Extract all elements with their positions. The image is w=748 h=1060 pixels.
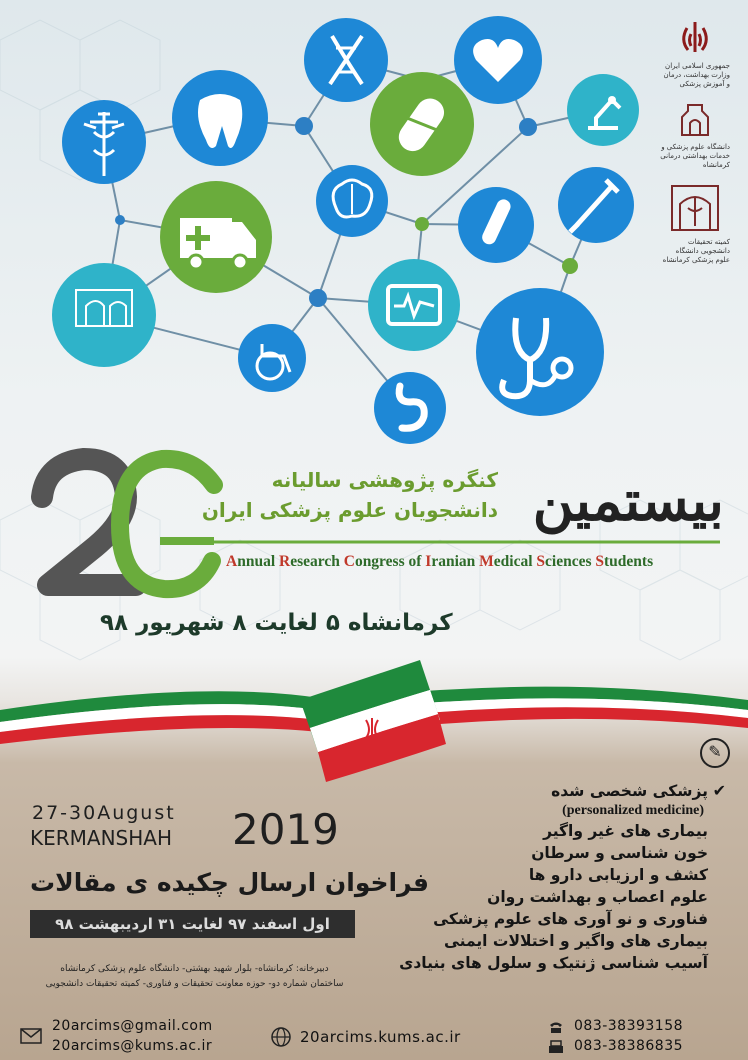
committee-caption: کمیته تحقیقات دانشجویی دانشگاه علوم پزشکی کرمانشاه <box>662 238 730 264</box>
syringe-icon <box>558 167 634 243</box>
iran-emblem-icon <box>660 18 730 58</box>
medical-icon-network <box>0 0 748 460</box>
title-word-rest: nnual <box>237 553 279 570</box>
kums-emblem-icon <box>660 103 730 139</box>
email-gmail[interactable]: 20arcims@gmail.com <box>52 1018 213 1034</box>
address-line-1: دبیرخانه: کرمانشاه- بلوار شهید بهشتی- دانشگاه علوم پزشکی کرمانشاه <box>60 964 329 974</box>
title-capital-letter: A <box>226 553 238 570</box>
iran-emblem-logo <box>660 18 730 89</box>
mail-icon <box>20 1028 42 1044</box>
dna-icon <box>304 18 388 102</box>
globe-icon <box>270 1026 292 1048</box>
fa-ordinal-title: بیستمین <box>532 468 724 534</box>
topic-item: کشف و ارزیابی دارو ها <box>528 866 708 884</box>
title-capital-letter: S <box>536 553 546 570</box>
heart-monitor-icon <box>368 259 460 351</box>
event-year: 2019 <box>232 805 339 854</box>
topic-item: آسیب شناسی ژنتیک و سلول های بنیادی <box>399 954 708 972</box>
topic-item: بیماری های غیر واگیر <box>543 822 708 840</box>
test-tube-icon <box>458 187 534 263</box>
contact-footer <box>0 1010 748 1060</box>
call-for-abstracts: فراخوان ارسال چکیده ی مقالات <box>30 868 429 897</box>
caduceus-icon <box>62 100 146 184</box>
english-congress-title <box>226 553 653 571</box>
flag-banner <box>300 660 446 782</box>
ministry-caption: جمهوری اسلامی ایران وزارت بهداشت، درمان و آموزش پزشکی <box>663 62 730 88</box>
topic-item: خون شناسی و سرطان <box>531 844 708 862</box>
title-word-rest: ranian <box>431 553 480 570</box>
pill-icon <box>370 72 474 176</box>
city-and-dates-fa: کرمانشاه ۵ لغایت ۸ شهریور ۹۸ <box>100 610 453 636</box>
title-word-rest: esearch <box>290 553 344 570</box>
website-link[interactable]: 20arcims.kums.ac.ir <box>300 1028 461 1046</box>
submission-window: اول اسفند ۹۷ لغایت ۳۱ اردیبهشت ۹۸ <box>30 910 355 938</box>
arcims-logo-icon <box>52 263 156 367</box>
congress-topics <box>356 780 726 974</box>
email-kums[interactable]: 20arcims@kums.ac.ir <box>52 1038 213 1054</box>
topic-item: ✔پزشکی شخصی شده <box>551 781 726 800</box>
title-capital-letter: R <box>279 553 291 570</box>
brain-icon <box>316 165 388 237</box>
fa-subtitle-2: دانشجویان علوم پزشکی ایران <box>201 498 498 522</box>
secretariat-address <box>22 962 367 992</box>
fax-number[interactable]: 083-38386835 <box>574 1038 684 1054</box>
heart-icon <box>454 16 542 104</box>
address-line-2: ساختمان شماره دو- حوزه معاونت تحقیقات و فناوری- کمیته تحقیقات دانشجویی <box>45 979 344 989</box>
robot-arm-icon <box>567 74 639 146</box>
event-dates-en: 27-30August <box>32 802 176 824</box>
stomach-icon <box>374 372 446 444</box>
committee-emblem-icon <box>660 184 730 234</box>
kums-caption: دانشگاه علوم پزشکی و خدمات بهداشتی درمانی کرمانشاه <box>660 143 730 169</box>
title-underline <box>180 538 720 546</box>
stethoscope-icon <box>476 288 604 416</box>
fax-icon <box>548 1040 564 1054</box>
topic-item: بیماری های واگیر و اختلالات ایمنی <box>443 932 708 950</box>
title-word-rest: ongress of <box>354 553 426 570</box>
institution-logos <box>660 18 730 279</box>
title-word-rest: ciences <box>545 553 596 570</box>
topic-item: علوم اعصاب و بهداشت روان <box>487 888 708 906</box>
topic-item-en: (personalized medicine) <box>562 803 704 818</box>
event-city-en: KERMANSHAH <box>30 826 173 850</box>
wheelchair-icon <box>238 324 306 392</box>
ambulance-icon <box>160 181 272 293</box>
phone-icon <box>548 1020 564 1034</box>
pen-icon: ✎ <box>700 738 730 768</box>
title-capital-letter: I <box>425 553 432 570</box>
title-word-rest: tudents <box>604 553 654 570</box>
fa-subtitle-1: کنگره پژوهشی سالیانه <box>271 468 498 492</box>
twentieth-logo <box>28 445 228 605</box>
tooth-icon <box>172 70 268 166</box>
topic-item: فناوری و نو آوری های علوم پزشکی <box>433 910 708 928</box>
title-word-rest: edical <box>493 553 537 570</box>
kums-logo <box>660 103 730 170</box>
title-capital-letter: M <box>479 553 494 570</box>
title-capital-letter: C <box>343 553 355 570</box>
iran-flag-ribbon <box>0 640 748 790</box>
student-research-committee-logo <box>660 184 730 265</box>
checkmark-icon: ✔ <box>712 781 726 800</box>
phone-number[interactable]: 083-38393158 <box>574 1018 684 1034</box>
title-capital-letter: S <box>595 553 604 570</box>
